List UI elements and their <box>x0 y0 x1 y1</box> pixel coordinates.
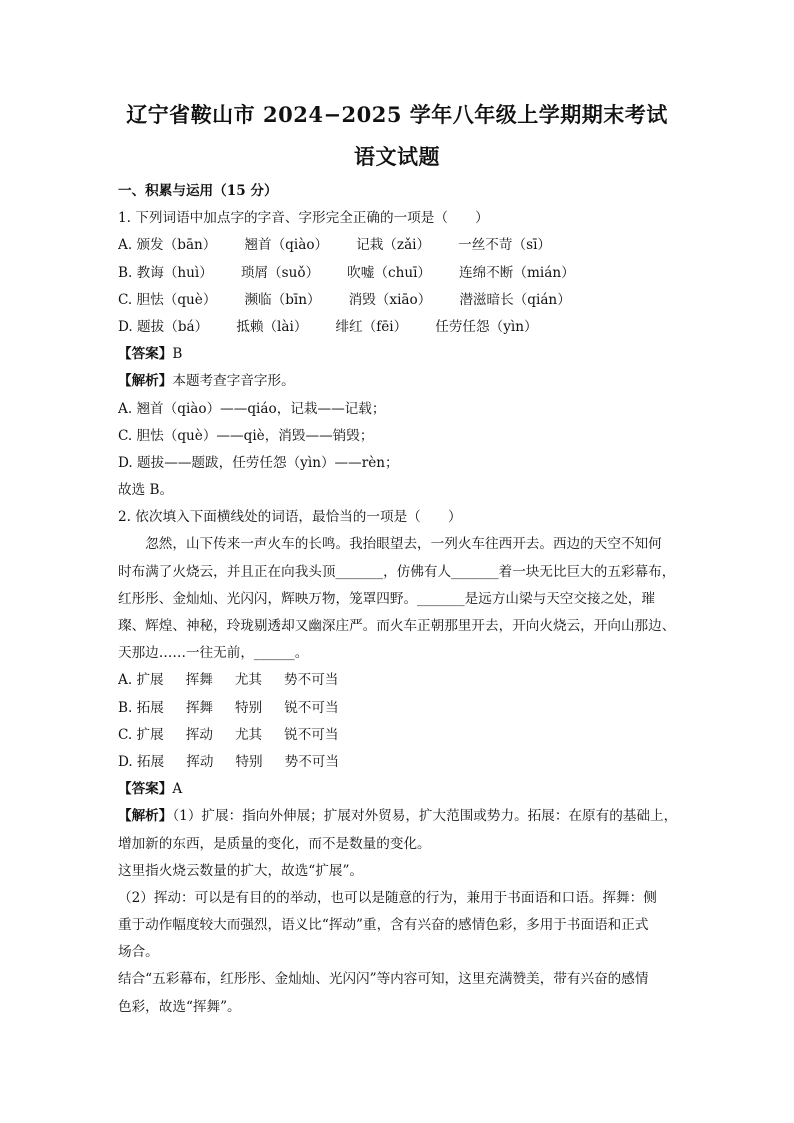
q1-option-item: 消毁（xiāo） <box>348 291 432 308</box>
q2-analysis-line: 场合。 <box>118 944 159 961</box>
q1-option-item: A. 颁发（bān） <box>118 237 217 254</box>
analysis-text: 本题考查字音字形。 <box>172 373 295 390</box>
q1-analysis-line: 故选 B。 <box>118 482 174 499</box>
answer-tag: 【答案】 <box>118 781 173 798</box>
q1-option-item: 连绵不断（mián） <box>459 264 575 281</box>
q2-passage-line: 红彤彤、金灿灿、光闪闪，辉映万物，笼罩四野。_______是远方山梁与天空交接之处，璀 <box>118 590 655 607</box>
q2-analysis-line: （2）挥动：可以是有目的的举动，也可以是随意的行为，兼用于书面语和口语。挥舞：侧 <box>118 889 657 906</box>
q2-analysis-line: 结合“五彩幕布，红彤彤、金灿灿、光闪闪”等内容可知，这里充满赞美，带有兴奋的感情 <box>118 971 649 988</box>
q2-option-item: 锐不可当 <box>284 726 339 743</box>
analysis-tag: 【解析】 <box>118 373 173 390</box>
q1-option-item: 潜滋暗长（qián） <box>459 291 571 308</box>
q2-option-item: 势不可当 <box>284 753 339 770</box>
q2-option-item: 势不可当 <box>284 672 339 689</box>
q2-option-item: C. 扩展 <box>118 726 164 743</box>
q1-option-item: 濒临（bīn） <box>244 291 321 308</box>
q2-analysis-line: 增加新的东西，是质量的变化，而不是数量的变化。 <box>118 835 431 852</box>
q2-option-item: 特别 <box>235 753 263 770</box>
q1-option-item: 一丝不苛（sī） <box>458 237 552 254</box>
q2-analysis-line: 重于动作幅度较大而强烈，语义比“挥动”重，含有兴奋的感情色彩，多用于书面语和正式 <box>118 917 649 934</box>
q1-option-d <box>118 314 684 341</box>
q2-passage-line: 璨、辉煌、神秘，玲珑剔透却又幽深庄严。而火车正朝那里开去，开向火烧云，开向山那边、 <box>118 618 676 634</box>
q1-option-item: 吹嘘（chuī） <box>347 264 432 281</box>
q2-option-item: 挥舞 <box>185 699 214 716</box>
q2-passage-line: 时布满了火烧云，并且正在向我头顶_______，仿佛有人_______着一块无比巨大的五彩幕布， <box>118 563 676 580</box>
analysis-tag: 【解析】 <box>118 808 173 825</box>
q1-analysis-head <box>118 368 684 395</box>
q2-answer <box>118 776 684 803</box>
q1-answer <box>118 341 684 368</box>
q2-analysis-head <box>118 803 684 830</box>
q1-option-c <box>118 287 684 314</box>
q1-option-item: D. 题拔（bá） <box>118 318 209 335</box>
q2-option-item: 挥舞 <box>185 672 213 689</box>
q2-option-item: B. 拓展 <box>118 699 164 716</box>
q2-option-item: 锐不可当 <box>284 699 339 716</box>
analysis-text: （1）扩展：指向外伸展；扩展对外贸易，扩大范围或势力。拓展：在原有的基础上， <box>172 808 678 825</box>
q2-option-item: 挥动 <box>186 753 214 770</box>
q2-option-a <box>118 667 684 694</box>
exam-subtitle: 语文试题 <box>354 144 440 169</box>
answer-value: A <box>172 781 183 798</box>
q2-option-d <box>118 749 684 776</box>
q1-option-item: 琐屑（suǒ） <box>240 264 320 281</box>
q2-analysis-line: 色彩，故选“挥舞”。 <box>118 998 241 1015</box>
q2-option-item: 尤其 <box>234 726 263 743</box>
q1-option-item: B. 教诲（huì） <box>118 264 213 281</box>
q1-option-a <box>118 232 684 259</box>
q2-passage-line: 忽然，山下传来一声火车的长鸣。我抬眼望去，一列火车往西开去。西边的天空不知何 <box>145 536 662 553</box>
q1-option-item: 绯红（fēi） <box>335 318 408 335</box>
answer-tag: 【答案】 <box>118 346 173 363</box>
q2-passage-line: 天那边……一往无前，______。 <box>118 645 309 662</box>
q2-analysis-line: 这里指火烧云数量的扩大，故选“扩展”。 <box>118 862 363 879</box>
q1-option-item: 记栽（zǎi） <box>356 237 431 254</box>
q1-analysis-line: A. 翘首（qiào）——qiáo，记栽——记载； <box>118 400 386 417</box>
q1-option-item: C. 胆怯（què） <box>118 291 217 308</box>
q1-stem: 1. 下列词语中加点字的字音、字形完全正确的一项是（ ） <box>118 210 489 227</box>
exam-content <box>118 178 684 1021</box>
section-heading: 一、积累与运用（15 分） <box>118 183 278 199</box>
q1-option-b <box>118 260 684 287</box>
q2-option-c <box>118 722 684 749</box>
q2-option-item: 挥动 <box>185 726 213 743</box>
exam-title: 辽宁省鞍山市 2024−2025 学年八年级上学期期末考试 <box>126 102 668 127</box>
q2-option-b <box>118 695 684 722</box>
q2-option-item: A. 扩展 <box>118 672 164 689</box>
q1-analysis-line: D. 题拔——题跋，任劳任怨（yìn）——rèn； <box>118 454 399 471</box>
q1-analysis-line: C. 胆怯（què）——qiè，消毁——销毁； <box>118 427 374 444</box>
q2-option-item: D. 拓展 <box>118 753 165 770</box>
q2-option-item: 特别 <box>235 699 263 716</box>
q1-option-item: 任劳任怨（yìn） <box>435 318 538 335</box>
q2-option-item: 尤其 <box>234 672 263 689</box>
q1-option-item: 抵赖（lài） <box>236 318 308 335</box>
q1-option-item: 翘首（qiào） <box>244 237 329 254</box>
answer-value: B <box>172 346 183 363</box>
q2-stem: 2. 依次填入下面横线处的词语，最恰当的一项是（ ） <box>118 509 462 526</box>
